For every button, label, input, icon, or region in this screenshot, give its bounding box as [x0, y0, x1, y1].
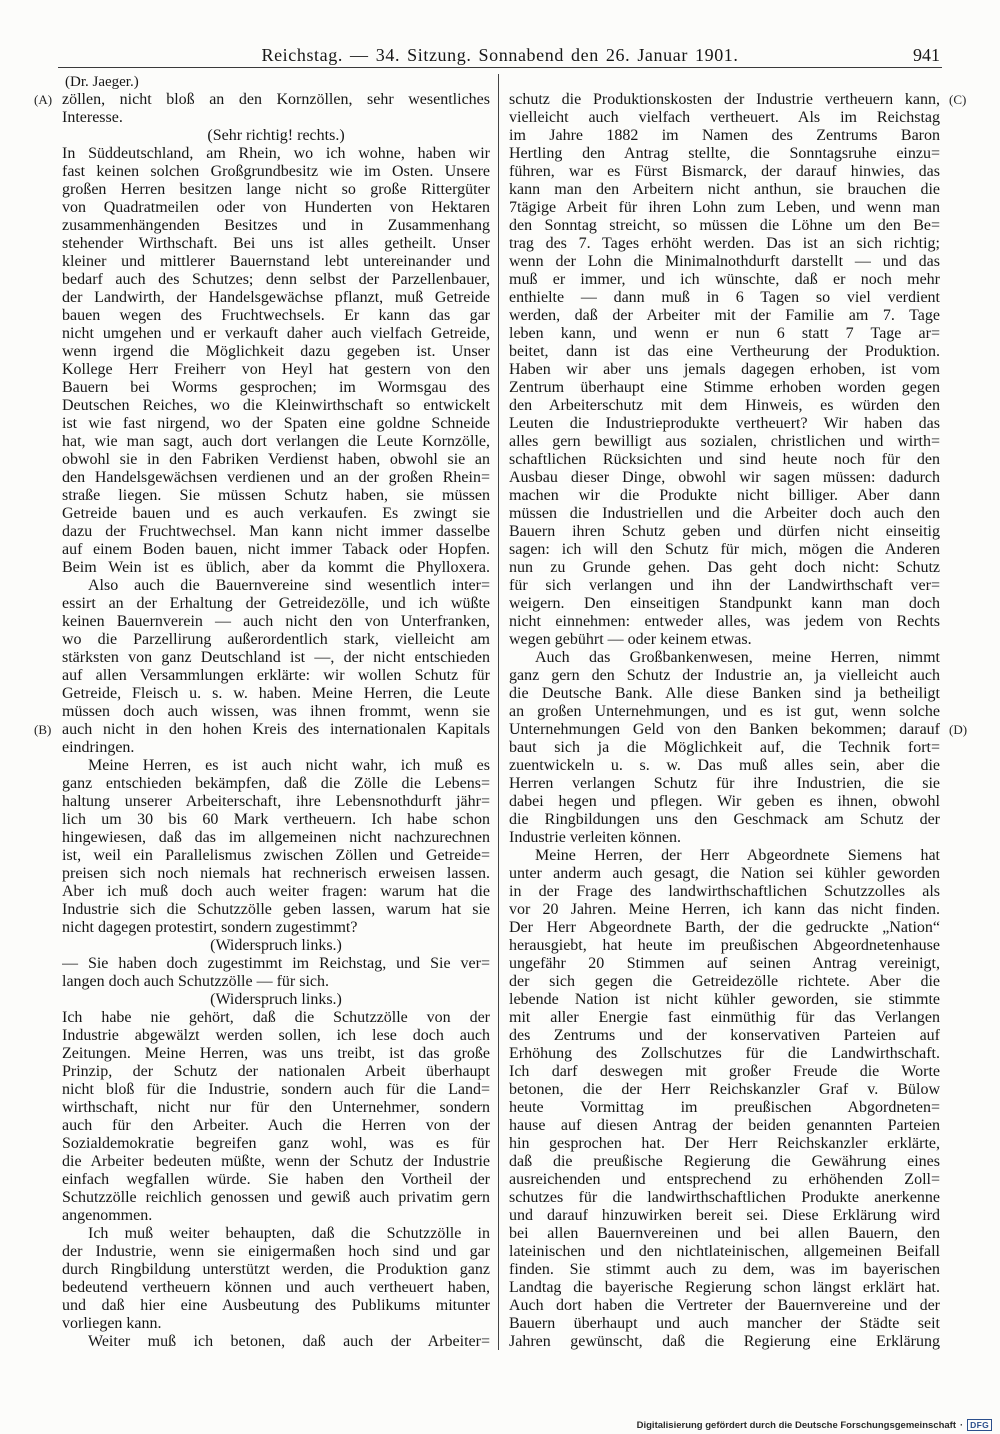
- left-column-text-line: langen doch auch Schutzzölle — für sich.: [62, 973, 330, 990]
- left-column-text-line: straße liegen. Sie müssen Schutz haben, sie müssen: [62, 487, 490, 504]
- right-column-text-line: heute Vormittag im preußischen Abgordneten=: [509, 1099, 940, 1116]
- right-column-text-line: wenn der Lohn die Minimalnothdurft darstellt — und das: [509, 253, 940, 270]
- left-column-text-line: wirthschaft, nicht nur für den Unternehmer, sondern: [62, 1099, 490, 1116]
- right-column-text-line: ganz gern den Schutz der Industrie an, ja vielleicht auch: [509, 667, 940, 684]
- left-column-text-line: den Handelsgewächsen verdienen und an der großen Rhein=: [62, 469, 490, 486]
- right-column-text-line: Unternehmungen Geld von den Banken bekommen; darauf: [509, 721, 940, 738]
- right-column-text-line: wegen gebührt — oder keinem etwas.: [509, 631, 752, 648]
- right-column-text-line: und darauf hinzuwirken bereit sei. Diese Erklärung wird: [509, 1207, 940, 1224]
- right-column-text-line: vielleicht auch vielfach vertheuert. Als im Reichstag: [509, 109, 940, 126]
- right-column-text-line: in der Frage des landwirthschaftlichen Schutzzolles als: [509, 883, 940, 900]
- left-column-text-line: hat, wie man sagt, auch dort verlangen die Leute Kornzölle,: [62, 433, 490, 450]
- right-column-text-line: kann man den Arbeitern nicht anthun, sie brauchen die: [509, 181, 940, 198]
- left-column-text-line: — Sie haben doch zugestimmt im Reichstag, und Sie ver=: [62, 955, 490, 972]
- left-column: [62, 73, 490, 1351]
- left-column-text-line: auf allen Versammlungen erklärte: wir wollen Schutz für: [62, 667, 490, 684]
- left-column-text-line: Ich muß weiter behaupten, daß die Schutzzölle in: [88, 1225, 490, 1242]
- left-column-text-line: stärksten von ganz Deutschland ist —, der nicht entschieden: [62, 649, 490, 666]
- right-column-text-line: baut sich ja die Möglichkeit auf, die Technik fort=: [509, 739, 940, 756]
- credit-text: Digitalisierung gefördert durch die Deutsche Forschungsgemeinschaft: [636, 1419, 956, 1431]
- right-column-text-line: Auch dort haben die Vertreter der Bauernvereine und der: [509, 1297, 940, 1314]
- right-column-text-line: enthielte — dann muß in 6 Tagen so viel verdient: [509, 289, 940, 306]
- right-column-text-line: werden, daß der Arbeiter mit der Familie am 7. Tage: [509, 307, 940, 324]
- left-column-text-line: nicht umgehen und er verkauft daher auch vielfach Getreide,: [62, 325, 490, 342]
- right-column-text-line: ungefähr 20 Stimmen auf seinen Antrag vereinigt,: [509, 955, 940, 972]
- right-column-text-line: muß er immer, und ich wünschte, daß er noch mehr: [509, 271, 940, 288]
- right-column-text-line: Jahren gewünscht, daß die Regierung eine Erklärung: [509, 1333, 940, 1350]
- left-column-text-line: bedeutend vertheuern können und auch vertheuert haben,: [62, 1279, 490, 1296]
- left-column-text-line: zusammenhängenden Besitzes und in Zusammenhang: [62, 217, 490, 234]
- digitization-credit: [637, 1418, 992, 1432]
- right-column-text-line: schutzes für die landwirthschaftlichen Produkte anerkenne: [509, 1189, 940, 1206]
- separator-dot: ·: [959, 1419, 964, 1431]
- left-column-text-line: vorliegen kann.: [62, 1315, 162, 1332]
- right-column-text-line: 7tägige Arbeit für ihren Lohn zum Leben, und wenn man: [509, 199, 940, 216]
- left-column-text-line: preisen sich noch niemals hat rechnerisch erweisen lassen.: [62, 865, 490, 882]
- left-column-text-line: ist wie fast nirgend, wo der Spaten eine goldne Schneide: [62, 415, 490, 432]
- right-column-text-line: vor 20 Jahren. Meine Herren, ich kann das nicht finden.: [509, 901, 940, 918]
- right-column-text-line: Leuten die Industrieprodukte vertheuert? Wir haben das: [509, 415, 940, 432]
- right-column-text-line: ausreichenden und entsprechend zu erhöhenden Zoll=: [509, 1171, 940, 1188]
- right-column: [509, 91, 940, 1351]
- right-column-text-line: der sich gegen die Getreidezölle richtete. Aber die: [509, 973, 940, 990]
- right-column-text-line: schutz die Produktionskosten der Industrie vertheuern kann,: [509, 91, 940, 108]
- left-column-text-line: Beim Wein ist es üblich, aber da kommt die Phylloxera.: [62, 559, 490, 576]
- left-column-text-line: einfach wegfallen würde. Sie haben den Vortheil der: [62, 1171, 490, 1188]
- right-column-text-line: Herren verlangen Schutz für ihre Industrien, die sie: [509, 775, 940, 792]
- left-column-text-line: hingewiesen, daß das im allgemeinen nicht nachzurechnen: [62, 829, 490, 846]
- left-column-text-line: müssen doch auch wissen, was ihnen frommt, wenn sie: [62, 703, 490, 720]
- margin-marker-c: (C): [949, 92, 967, 107]
- left-column-text-line: haltung unserer Arbeiterschaft, ihre Lebensnothdurft jähr=: [62, 793, 490, 810]
- running-header-title: Reichstag. — 34. Sitzung. Sonnabend den 26. Januar 1901.: [261, 45, 739, 65]
- left-column-text-line: Weiter muß ich betonen, daß auch der Arbeiter=: [88, 1333, 490, 1350]
- right-column-text-line: dabei hegen und pflegen. Wir geben es ihnen, obwohl: [509, 793, 940, 810]
- left-column-text-line: Aber ich muß doch auch weiter fragen: warum hat die: [62, 883, 490, 900]
- right-column-text-line: für sich verlangen und ihn der Landwirthschaft ver=: [509, 577, 940, 594]
- right-column-text-line: Ausbau dieser Dinge, obwohl wir sagen müssen: dadurch: [509, 469, 940, 486]
- right-column-text-line: Industrie verleiten können.: [509, 829, 681, 846]
- left-column-text-line: nicht dagegen protestirt, sondern zugestimmt?: [62, 919, 358, 936]
- left-column-text-line: keinen Bauernverein — auch nicht den von Unterfranken,: [62, 613, 490, 630]
- right-column-text-line: Ich darf deswegen mit großer Freude die Worte: [509, 1063, 940, 1080]
- right-column-text-line: beitet, dann ist das eine Vertheurung der Produktion.: [509, 343, 940, 360]
- right-column-text-line: Zentrum überhaupt eine Stimme erhoben worden gegen: [509, 379, 940, 396]
- right-column-text-line: bei allen Bauernvereinen und bei allen Bauern, den: [509, 1225, 940, 1242]
- right-column-text-line: trag des 7. Tages erhöht werden. Das ist an sich richtig;: [509, 235, 940, 252]
- left-column-text-line: Deutschen Reiches, wo die Kleinwirthschaft so entwickelt: [62, 397, 490, 414]
- interjection: (Widerspruch links.): [210, 991, 342, 1008]
- left-column-text-line: Getreide bauen und es auch verkaufen. Es zwingt sie: [62, 505, 490, 522]
- left-column-text-line: auch für den Arbeiter. Auch die Herren von der: [62, 1117, 490, 1134]
- right-column-text-line: führen, war es Fürst Bismarck, der darauf hinwies, das: [509, 163, 940, 180]
- left-column-text-line: Getreide, Fleisch u. s. w. haben. Meine Herren, die Leute: [62, 685, 490, 702]
- left-column-text-line: bedarf auch des Schutzes; denn selbst der Parzellenbauer,: [62, 271, 490, 288]
- right-column-text-line: zuentwickeln u. s. w. Das muß alles sein, aber die: [509, 757, 940, 774]
- left-column-text-line: durch Ringbildung unterstützt werden, die Produktion ganz: [62, 1261, 490, 1278]
- right-column-text-line: herausgiebt, hat heute im preußischen Abgeordnetenhause: [509, 937, 940, 954]
- right-column-text-line: nun zu Grunde gehen. Das geht doch nicht: Schutz: [509, 559, 940, 576]
- left-column-text-line: Sozialdemokratie begreifen ganz wohl, was es für: [62, 1135, 490, 1152]
- right-column-text-line: Hertling den Antrag stellte, die Sonntagsruhe einzu=: [509, 145, 940, 162]
- right-column-text-line: Bauern überhaupt und auch mancher der Städte seit: [509, 1315, 940, 1332]
- left-column-text-line: Bauern bei Worms gesprochen; im Wormsgau des: [62, 379, 490, 396]
- left-column-text-line: auch nicht in den hohen Kreis des internationalen Kapitals: [62, 721, 490, 738]
- left-column-text-line: der Landwirth, der Handelsgewächse pflanzt, muß Getreide: [62, 289, 490, 306]
- right-column-text-line: Meine Herren, der Herr Abgeordnete Siemens hat: [535, 847, 940, 864]
- left-column-text-line: auf einem Boden bauen, nicht immer Taback oder Hopfen.: [62, 541, 490, 558]
- interjection: (Widerspruch links.): [210, 937, 342, 954]
- right-column-text-line: den Arbeiterschutz mit dem Hinweis, es würden den: [509, 397, 940, 414]
- right-column-text-line: alles gern bewilligt aus sozialen, christlichen und wirth=: [509, 433, 940, 450]
- right-column-text-line: Haben wir aber uns jemals dagegen erhoben, ist vom: [509, 361, 940, 378]
- right-column-text-line: des Zentrums und der konservativen Parteien auf: [509, 1027, 940, 1044]
- left-column-text-line: In Süddeutschland, am Rhein, wo ich wohne, haben wir: [62, 145, 490, 162]
- right-column-text-line: Erhöhung des Zollschutzes für die Landwirthschaft.: [509, 1045, 940, 1062]
- left-column-text-line: lich um 30 bis 60 Mark vertheuern. Ich habe schon: [62, 811, 490, 828]
- left-column-text-line: Schutzzölle reichlich genossen und gewiß auch privatim gern: [62, 1189, 490, 1206]
- left-column-text-line: essirt an der Erhaltung der Getreidezölle, und ich wüßte: [62, 595, 490, 612]
- right-column-text-line: die Deutsche Bank. Alle diese Banken sind ja betheiligt: [509, 685, 940, 702]
- left-column-text-line: angenommen.: [62, 1207, 153, 1224]
- page-number: 941: [913, 45, 940, 65]
- left-column-text-line: die Arbeiter bedeuten müßte, wenn der Schutz der Industrie: [62, 1153, 490, 1170]
- left-column-text-line: von Quadratmeilen oder von Hunderten von Hektaren: [62, 199, 490, 216]
- right-column-text-line: Landtag die bayerische Regierung schon längst erklärt hat.: [509, 1279, 940, 1296]
- dfg-logo: DFG: [967, 1419, 992, 1431]
- left-column-text-line: und daß hier eine Ausbeutung des Publikums mitunter: [62, 1297, 490, 1314]
- right-column-text-line: daß die preußische Regierung die Gewährung eines: [509, 1153, 940, 1170]
- right-column-text-line: weigern. Den einseitigen Standpunkt kann man doch: [509, 595, 940, 612]
- right-column-text-line: lateinischen und den nichtlateinischen, allgemeinen Beifall: [509, 1243, 940, 1260]
- right-column-text-line: lebende Nation ist nicht kühler geworden, sie stimmte: [509, 991, 940, 1008]
- right-column-text-line: leben kann, und wenn er nun 6 statt 7 Tage ar=: [509, 325, 940, 342]
- left-column-text-line: obwohl sie in den Fabriken Verdienst haben, obwohl sie an: [62, 451, 490, 468]
- left-column-text-line: Industrie sich die Schutzzölle geben lassen, warum hat sie: [62, 901, 490, 918]
- left-column-text-line: der Industrie, wenn sie einigermaßen hoch sind und gar: [62, 1243, 490, 1260]
- right-column-text-line: Auch das Großbankenwesen, meine Herren, nimmt: [535, 649, 940, 666]
- left-column-text-line: zöllen, nicht bloß an den Kornzöllen, sehr wesentliches: [62, 91, 490, 108]
- left-column-text-line: Also auch die Bauernvereine sind wesentlich inter=: [88, 577, 490, 594]
- right-column-text-line: müssen die Industriellen und die Arbeiter doch auch den: [509, 505, 940, 522]
- left-column-text-line: Kollege Herr Freiherr von Heyl hat gestern von den: [62, 361, 490, 378]
- left-column-text-line: bauen wegen des Fruchtwechsels. Er kann das gar: [62, 307, 490, 324]
- left-column-text-line: nicht bloß für die Industrie, sondern auch für die Land=: [62, 1081, 490, 1098]
- right-column-text-line: Bauern ihren Schutz geben und dürfen nicht einseitig: [509, 523, 940, 540]
- margin-marker-b: (B): [34, 722, 52, 737]
- speaker-name: (Dr. Jaeger.): [65, 74, 139, 90]
- left-column-text-line: wo die Parzellirung außerordentlich stark, vielleicht am: [62, 631, 490, 648]
- header-rule: [58, 67, 942, 68]
- right-column-text-line: im Jahre 1882 im Namen des Zentrums Baron: [509, 127, 940, 144]
- right-column-text-line: mit aller Energie fast einmüthig für das Verlangen: [509, 1009, 940, 1026]
- right-column-text-line: machen wir die Produkte nicht billiger. Aber dann: [509, 487, 940, 504]
- interjection: (Sehr richtig! rechts.): [207, 127, 345, 144]
- left-column-text-line: eindringen.: [62, 739, 135, 756]
- left-column-text-line: fast keinen solchen Großgrundbesitz wie im Osten. Unsere: [62, 163, 490, 180]
- left-column-text-line: Meine Herren, es ist auch nicht wahr, ich muß es: [88, 757, 490, 774]
- left-column-text-line: großen Herren besitzen lange nicht so große Rittergüter: [62, 181, 490, 198]
- column-divider: [498, 74, 499, 1350]
- left-column-text-line: stehender Wirthschaft. Bei uns ist alles getheilt. Unser: [62, 235, 490, 252]
- right-column-text-line: die Ringbildungen uns den Geschmack am Schutz der: [509, 811, 940, 828]
- left-column-text-line: Zeitungen. Meine Herren, was uns treibt, ist das große: [62, 1045, 490, 1062]
- right-column-text-line: hause auf diesen Antrag der beiden genannten Parteien: [509, 1117, 940, 1134]
- left-column-text-line: Ich habe nie gehört, daß die Schutzzölle von der: [62, 1009, 490, 1026]
- right-column-text-line: finden. Sie stimmt auch zu dem, was im bayerischen: [509, 1261, 940, 1278]
- right-column-text-line: hin gesprochen hat. Der Herr Reichskanzler erklärte,: [509, 1135, 940, 1152]
- margin-marker-a: (A): [34, 92, 53, 107]
- left-column-text-line: Interesse.: [62, 109, 123, 126]
- right-column-text-line: an großen Unternehmungen, und es ist gut, wenn solche: [509, 703, 940, 720]
- left-column-text-line: kleiner und mittlerer Bauernstand lebt untereinander und: [62, 253, 490, 270]
- right-column-text-line: betonen, die der Herr Reichskanzler Graf v. Bülow: [509, 1081, 940, 1098]
- left-column-text-line: ganz entschieden bekämpfen, daß die Zölle die Lebens=: [62, 775, 490, 792]
- right-column-text-line: schaftlichen Rücksichten und sind heute noch für den: [509, 451, 940, 468]
- right-column-text-line: nicht einnehmen: entweder alles, was jedem von Rechts: [509, 613, 940, 630]
- right-column-text-line: den Sonntag streicht, so müssen die Löhne um den Be=: [509, 217, 940, 234]
- margin-marker-d: (D): [949, 722, 968, 737]
- right-column-text-line: Der Herr Abgeordnete Barth, der die gedruckte „Nation“: [509, 919, 940, 936]
- left-column-text-line: Industrie abgewälzt werden sollen, ich lese doch auch: [62, 1027, 490, 1044]
- right-column-text-line: unter anderm auch gesagt, die Nation sei kühler geworden: [509, 865, 940, 882]
- left-column-text-line: dazu der Fruchtwechsel. Man kann nicht immer dasselbe: [62, 523, 490, 540]
- left-column-text-line: ist, weil ein Parallelismus zwischen Zöllen und Getreide=: [62, 847, 490, 864]
- left-column-text-line: wenn irgend die Möglichkeit dazu gegeben ist. Unser: [62, 343, 490, 360]
- right-column-text-line: sagen: ich will den Schutz für mich, mögen die Anderen: [509, 541, 940, 558]
- left-column-text-line: Prinzip, der Schutz der nationalen Arbeit überhaupt: [62, 1063, 490, 1080]
